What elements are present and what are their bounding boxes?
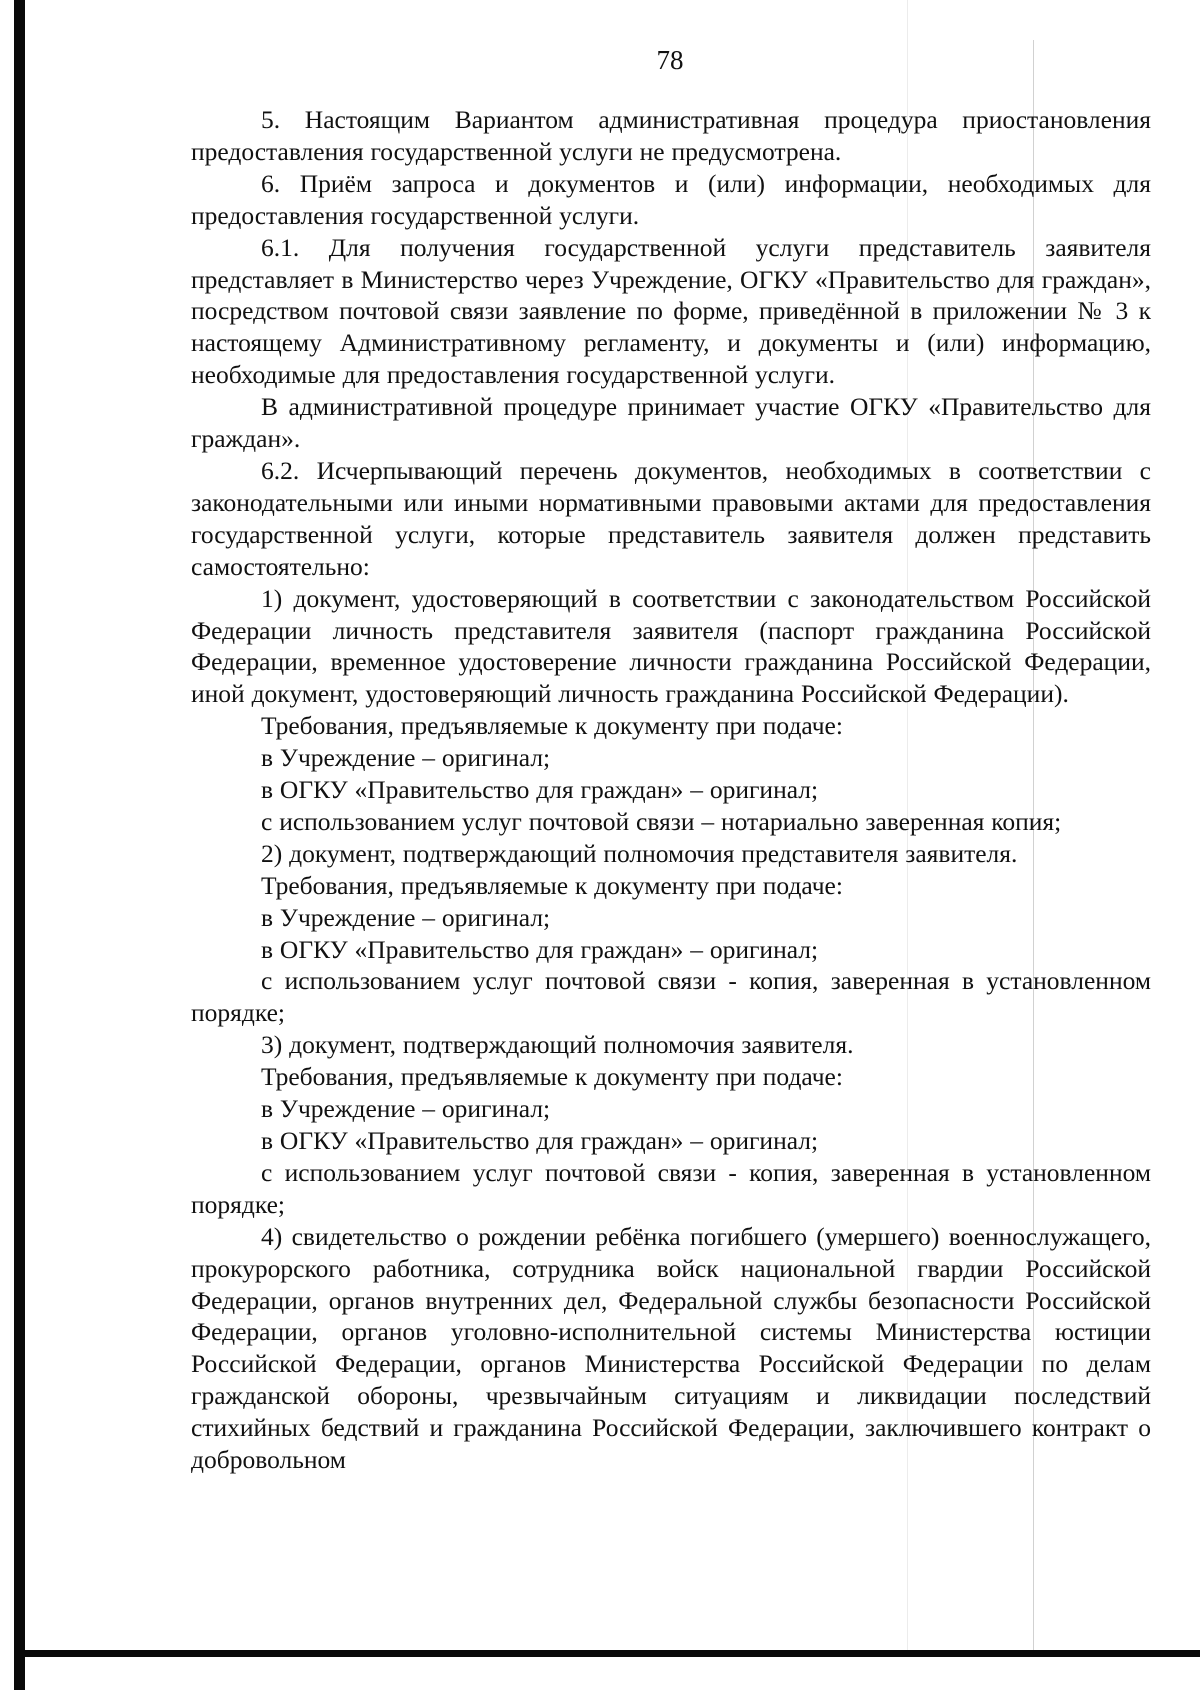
document-item-2-requirements: Требования, предъявляемые к документу при подаче: bbox=[261, 870, 843, 900]
document-item-4: 4) свидетельство о рождении ребёнка погибшего (умершего) военнослужащего, прокурорского работника, сотрудника войск национальной гвардии Российской Федерации, органов внутренних дел, Федеральной службы безопасности Российской Федерации, органов уголовно-исполнительной системы Министерства юстиции Российской Федерации, органов Министерства Российской Федерации по делам гражданской обороны, чрезвычайным ситуациям и ликвидации последствий стихийных бедствий и гражданина Российской Федерации, заключившего контракт о добровольном bbox=[191, 1221, 1151, 1475]
paragraph-5: 5. Настоящим Вариантом административная процедура приостановления предоставления государственной услуги не предусмотрена. bbox=[191, 105, 1151, 166]
document-item-3-postal: с использованием услуг почтовой связи - копия, заверенная в установленном порядке; bbox=[191, 1157, 1151, 1219]
document-item-1: 1) документ, удостоверяющий в соответствии с законодательством Российской Федерации личность представителя заявителя (паспорт гражданина Российской Федерации, временное удостоверение личности гражданина Российской Федерации, иной документ, удостоверяющий личность гражданина Российской Федерации). bbox=[191, 583, 1151, 709]
document-item-1-institution: в Учреждение – оригинал; bbox=[261, 743, 551, 773]
document-item-2-postal: с использованием услуг почтовой связи - копия, заверенная в установленном порядке; bbox=[191, 966, 1151, 1028]
document-item-2: 2) документ, подтверждающий полномочия представителя заявителя. bbox=[261, 838, 1018, 868]
document-body bbox=[191, 104, 1151, 1476]
paragraph-6-2: 6.2. Исчерпывающий перечень документов, необходимых в соответствии с законодательными или иными нормативными правовыми актами для предоставления государственной услуги, которые представитель заявителя должен представить самостоятельно: bbox=[191, 455, 1151, 581]
document-item-1-requirements: Требования, предъявляемые к документу при подаче: bbox=[261, 711, 843, 741]
document-item-1-ogku: в ОГКУ «Правительство для граждан» – оригинал; bbox=[261, 775, 819, 805]
document-item-3: 3) документ, подтверждающий полномочия заявителя. bbox=[261, 1030, 854, 1060]
scan-left-edge bbox=[14, 0, 25, 1690]
document-item-3-ogku: в ОГКУ «Правительство для граждан» – оригинал; bbox=[261, 1126, 819, 1155]
document-item-3-requirements: Требования, предъявляемые к документу при подаче: bbox=[261, 1062, 843, 1092]
document-item-2-ogku: в ОГКУ «Правительство для граждан» – оригинал; bbox=[261, 934, 819, 964]
paragraph-6: 6. Приём запроса и документов и (или) информации, необходимых для предоставления государственной услуги. bbox=[191, 168, 1151, 230]
document-item-3-institution: в Учреждение – оригинал; bbox=[261, 1094, 551, 1124]
document-item-2-institution: в Учреждение – оригинал; bbox=[261, 902, 551, 932]
page-number: 78 bbox=[656, 45, 684, 75]
paragraph-6-1: 6.1. Для получения государственной услуги представитель заявителя представляет в Министерство через Учреждение, ОГКУ «Правительство для граждан», посредством почтовой связи заявление по форме, приведённой в приложении № 3 к настоящему Административному регламенту, и документы и (или) информацию, необходимые для предоставления государственной услуги. bbox=[191, 232, 1151, 390]
scan-bottom-edge bbox=[14, 1650, 1200, 1657]
paragraph-6-1-participant: В административной процедуре принимает участие ОГКУ «Правительство для граждан». bbox=[191, 392, 1151, 454]
document-item-1-postal: с использованием услуг почтовой связи – нотариально заверенная копия; bbox=[261, 806, 1062, 836]
